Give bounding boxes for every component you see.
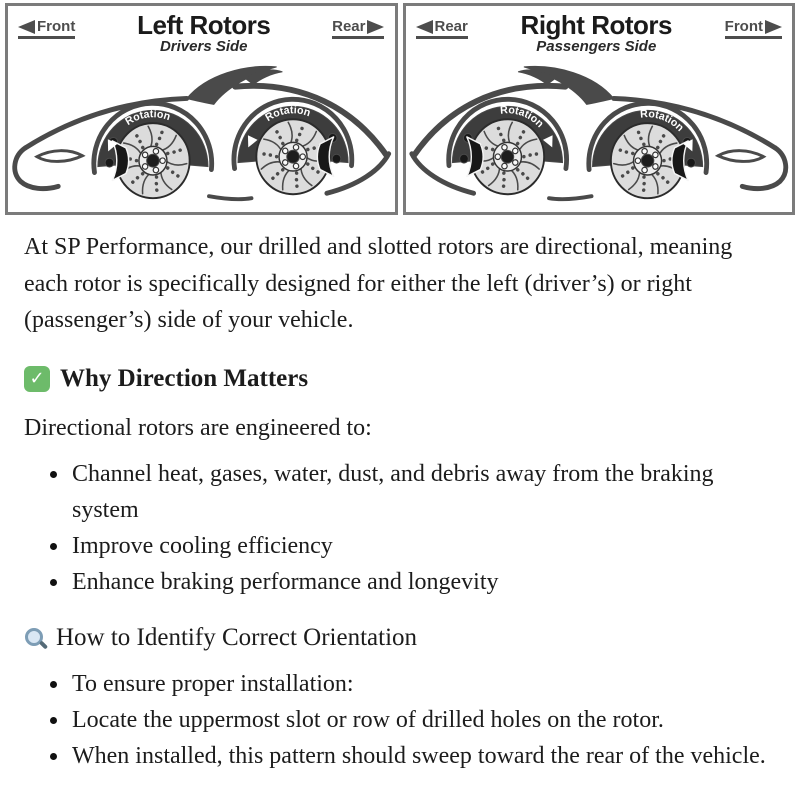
panel-title: Left Rotors: [137, 10, 271, 40]
article-body: [0, 229, 800, 774]
arrow-left-icon: [18, 20, 35, 34]
list-item: • Enhance braking performance and longevity: [70, 564, 776, 600]
rotor-direction-diagram: [5, 3, 795, 215]
check-icon: ✓: [24, 366, 50, 392]
panel-title: Right Rotors: [520, 10, 672, 40]
direction-text: Front: [724, 18, 763, 35]
orientation-list: [24, 666, 776, 774]
list-item: • Channel heat, gases, water, dust, and debris away from the braking system: [70, 456, 776, 528]
list-item: • To ensure proper installation:: [70, 666, 776, 702]
magnifier-icon: [24, 626, 48, 650]
rear-direction-label: [332, 18, 384, 39]
section-heading-identify-orientation: [24, 624, 776, 652]
rotation-label: Rotation: [499, 104, 546, 131]
front-direction-label: [725, 18, 782, 39]
section-heading-why-direction-matters: [24, 365, 776, 393]
benefits-lead: Directional rotors are engineered to:: [24, 414, 372, 441]
magnifier-handle: [39, 640, 48, 649]
direction-text: Front: [37, 18, 76, 35]
car-illustration-right: [406, 57, 793, 213]
rotation-label: Rotation: [123, 108, 172, 129]
front-direction-label: [18, 18, 75, 39]
right-rotors-panel: [403, 3, 796, 215]
heading-text: Why Direction Matters: [60, 364, 309, 392]
direction-text: Rear: [332, 18, 366, 35]
rotation-label: Rotation: [639, 108, 686, 135]
panel-subtitle: Passengers Side: [536, 38, 657, 56]
list-item: • When installed, this pattern should sweep toward the rear of the vehicle.: [70, 738, 776, 774]
intro-paragraph: At SP Performance, our drilled and slotted rotors are directional, meaning each rotor is specifically designed for either the left (driver’s) or right (passenger’s) side of your vehicle.: [24, 234, 733, 333]
left-rotors-panel: [5, 3, 398, 215]
benefits-list: [24, 456, 776, 600]
heading-text: How to Identify Correct Orientation: [56, 623, 418, 651]
direction-text: Rear: [434, 18, 468, 35]
rotation-label: Rotation: [263, 104, 312, 125]
panel-subtitle: Drivers Side: [159, 38, 248, 56]
list-item: • Improve cooling efficiency: [70, 528, 776, 564]
list-item: • Locate the uppermost slot or row of drilled holes on the rotor.: [70, 702, 776, 738]
arrow-left-icon: [416, 20, 433, 34]
arrow-right-icon: [765, 20, 782, 34]
arrow-right-icon: [367, 20, 384, 34]
rear-direction-label: [416, 18, 468, 39]
car-illustration-left: [8, 57, 395, 213]
